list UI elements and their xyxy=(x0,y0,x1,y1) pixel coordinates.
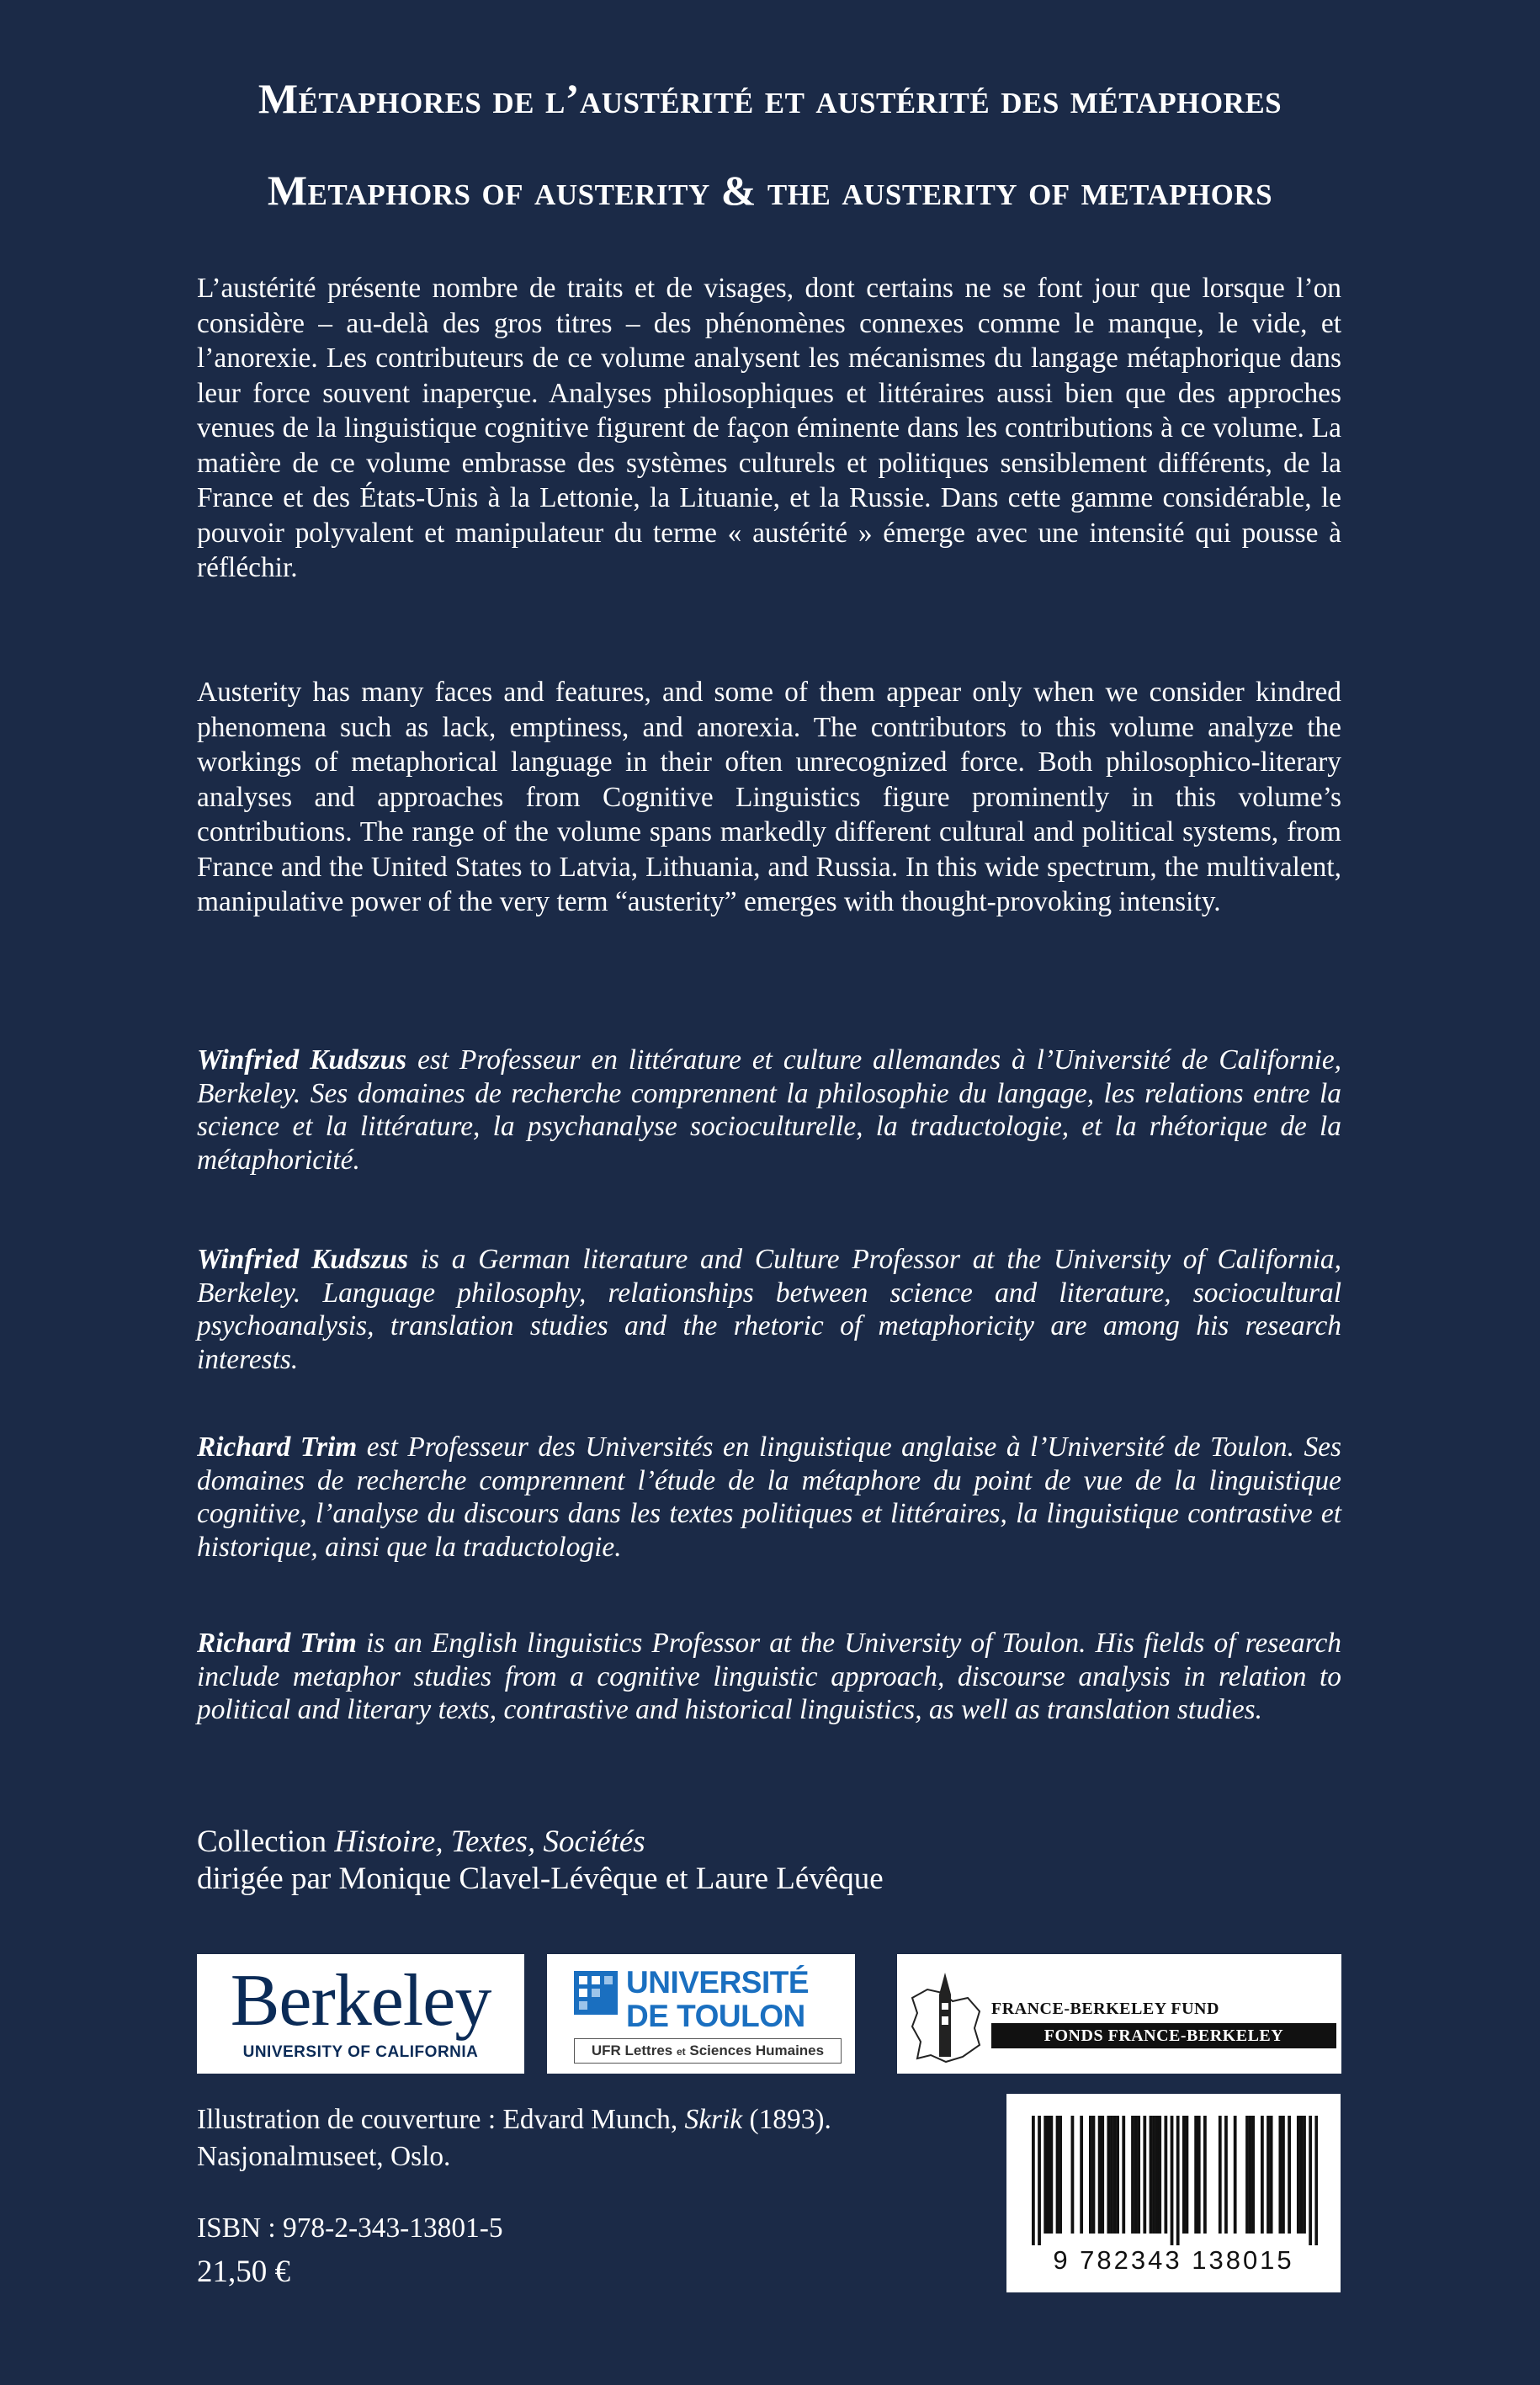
barcode-bar xyxy=(1092,2116,1096,2234)
barcode-bar xyxy=(1234,2116,1237,2234)
barcode-bar xyxy=(1203,2116,1207,2234)
toulon-emblem-icon xyxy=(574,1971,618,2015)
barcode-bar xyxy=(1309,2116,1312,2245)
barcode-bar xyxy=(1134,2116,1138,2234)
barcode-bars xyxy=(1032,2116,1318,2245)
barcode-bar xyxy=(1278,2116,1282,2234)
toulon-name xyxy=(626,1966,845,2033)
barcode-bar xyxy=(1098,2116,1102,2234)
toulon-line1: UNIVERSITÉ xyxy=(626,1965,810,2000)
toulon-logo xyxy=(547,1954,855,2074)
museum-credit: Nasjonalmuseet, Oslo. xyxy=(197,2141,451,2172)
title-french: Métaphores de l’austérité et austérité des métaphores xyxy=(258,75,1282,122)
berkeley-subtitle: UNIVERSITY OF CALIFORNIA xyxy=(242,2043,479,2061)
barcode-bar xyxy=(1049,2116,1053,2234)
berkeley-wordmark: Berkeley xyxy=(230,1960,491,2042)
barcode-bar xyxy=(1150,2116,1153,2234)
toulon-faculty xyxy=(574,2038,842,2064)
title-block xyxy=(0,75,1540,214)
author-name: Richard Trim xyxy=(197,1628,357,1659)
barcode-bar xyxy=(1249,2116,1252,2234)
author-name: Richard Trim xyxy=(197,1432,358,1463)
barcode-bar xyxy=(1186,2116,1189,2234)
barcode-bar xyxy=(1197,2116,1201,2234)
bio-text: is an English linguistics Professor at the University of Toulon. His fields of research include metaphor studies from a cognitive linguistic approach, discourse analysis in relation to political and literary texts, contrastive and historical linguistics, as well as translation studies. xyxy=(197,1628,1341,1725)
barcode-bar xyxy=(1110,2116,1113,2234)
fund-name-en: FRANCE-BERKELEY FUND xyxy=(991,2000,1219,2018)
berkeley-logo xyxy=(197,1954,524,2074)
bio-kudszus-en xyxy=(197,1243,1341,1376)
barcode-bar xyxy=(1137,2116,1140,2234)
campanile-france-icon xyxy=(909,1964,985,2065)
summary-english: Austerity has many faces and features, and some of them appear only when we consider kindred phenomena such as lack, emptiness, and anorexia. The contributors to this volume analyze the workings of metaphorical language in their often unrecognized force. Both philosophico-literary analyses and approaches from Cognitive Linguistics figure prominently in this volume’s contributions. The range of the volume spans markedly different cultural and political systems, from France and the United States to Latvia, Lithuania, and Russia. In this wide spectrum, the multivalent, manipulative power of the very term “austerity” emerges with thought-provoking intensity. xyxy=(197,677,1341,917)
bio-trim-en xyxy=(197,1627,1341,1727)
barcode-bar xyxy=(1176,2116,1180,2245)
barcode-bar xyxy=(1152,2116,1155,2234)
credit-prefix: Illustration de couverture : Edvard Munch, xyxy=(197,2104,685,2135)
barcode-bar xyxy=(1080,2116,1083,2234)
barcode-bar xyxy=(1300,2116,1304,2234)
collection-editors: dirigée par Monique Clavel-Lévêque et Laure Lévêque xyxy=(197,1862,884,1896)
summary-french: L’austérité présente nombre de traits et de visages, dont certains ne se font jour que lorsque l’on considère – au-delà des gros titres – des phénomènes connexes comme le manque, le vide, et l’anorexie. Les contributeurs de ce volume analysent les mécanismes du langage métaphorique dans leur force souvent inaperçue. Analyses philosophiques et littéraires aussi bien que des approches venues de la linguistique cognitive figurent de façon éminente dans les contributions à ce volume. La matière de ce volume embrasse des systèmes culturels et politiques sensiblement différents, de la France et des États-Unis à la Lettonie, la Lituanie, et la Russie. Dans cette gamme considérable, le pouvoir polyvalent et manipulateur du terme « austérité » émerge avec une intensité qui pousse à réfléchir. xyxy=(197,273,1341,583)
isbn: ISBN : 978-2-343-13801-5 xyxy=(197,2212,503,2244)
cover-credits xyxy=(197,2101,831,2175)
bio-text: est Professeur des Universités en linguistique anglaise à l’Université de Toulon. Ses domaines de recherche comprennent l’étude de la métaphore du point de vue de la linguistique cognitive, l’analyse du discours dans les textes politiques et littéraires, la linguistique contrastive et historique, ainsi que la traductologie. xyxy=(197,1432,1341,1563)
barcode-bar xyxy=(1245,2116,1249,2234)
bio-text: is a German literature and Culture Professor at the University of California, Berkeley. Language philosophy, relationships between science and literature, sociocultural psychoanalysis, translation studies and the rhetoric of metaphoricity are among his research interests. xyxy=(197,1244,1341,1375)
barcode-bar xyxy=(1101,2116,1104,2234)
barcode-bar xyxy=(1071,2116,1075,2234)
toulon-line2: DE TOULON xyxy=(626,1999,805,2033)
collection-prefix: Collection xyxy=(197,1825,335,1859)
barcode-bar xyxy=(1047,2116,1050,2234)
barcode-bar xyxy=(1131,2116,1134,2234)
illustration-credit xyxy=(197,2101,831,2138)
barcode-bar xyxy=(1282,2116,1285,2234)
barcode-bar xyxy=(1219,2116,1222,2234)
author-name: Winfried Kudszus xyxy=(197,1044,407,1076)
barcode-bar xyxy=(1089,2116,1092,2234)
credit-suffix: (1893). xyxy=(742,2104,831,2135)
title-english: Metaphors of austerity & the austerity of metaphors xyxy=(267,167,1273,214)
barcode-bar xyxy=(1314,2116,1318,2245)
fund-name-fr: FONDS FRANCE-BERKELEY xyxy=(991,2023,1336,2048)
barcode-bar xyxy=(1059,2116,1062,2234)
barcode-bar xyxy=(1297,2116,1300,2234)
toulon-faculty-c: Sciences Humaines xyxy=(689,2042,825,2058)
barcode xyxy=(1006,2094,1341,2292)
author-name: Winfried Kudszus xyxy=(197,1244,409,1275)
barcode-bar xyxy=(1251,2116,1255,2234)
collection-info xyxy=(197,1824,884,1898)
barcode-bar xyxy=(1261,2116,1264,2234)
toulon-faculty-b: et xyxy=(676,2046,686,2058)
barcode-bar xyxy=(1155,2116,1159,2234)
barcode-bar xyxy=(1171,2116,1174,2245)
barcode-bar xyxy=(1043,2116,1047,2234)
barcode-bar xyxy=(1122,2116,1125,2234)
bio-kudszus-fr xyxy=(197,1044,1341,1177)
artwork-title: Skrik xyxy=(684,2104,743,2135)
barcode-bar xyxy=(1107,2116,1110,2234)
barcode-number: 9 782343 138015 xyxy=(1053,2245,1294,2275)
barcode-bar xyxy=(1303,2116,1306,2234)
barcode-bar xyxy=(1116,2116,1119,2234)
barcode-bar xyxy=(1143,2116,1146,2234)
france-berkeley-fund-logo xyxy=(897,1954,1341,2074)
barcode-bar xyxy=(1158,2116,1161,2234)
barcode-bar xyxy=(1270,2116,1273,2234)
collection-line xyxy=(197,1824,884,1861)
collection-name: Histoire, Textes, Sociétés xyxy=(334,1825,645,1859)
barcode-bar xyxy=(1164,2116,1167,2234)
barcode-bar xyxy=(1182,2116,1186,2234)
bio-text: est Professeur en littérature et culture allemandes à l’Université de Californie, Berkeley. Ses domaines de recherche comprennent la philosophie du langage, les relations entre la science et la littérature, la psychanalyse socioculturelle, la traductologie, et la rhétorique de la métaphoricité. xyxy=(197,1044,1341,1176)
barcode-bar xyxy=(1056,2116,1059,2234)
barcode-bar xyxy=(1038,2116,1041,2245)
barcode-bar xyxy=(1267,2116,1270,2234)
barcode-bar xyxy=(1288,2116,1291,2234)
toulon-faculty-a: UFR Lettres xyxy=(591,2042,673,2058)
price: 21,50 € xyxy=(197,2255,290,2289)
barcode-bar xyxy=(1032,2116,1035,2245)
bio-trim-fr xyxy=(197,1431,1341,1564)
barcode-bar xyxy=(1194,2116,1197,2234)
barcode-bar xyxy=(1113,2116,1117,2234)
barcode-bar xyxy=(1224,2116,1228,2234)
